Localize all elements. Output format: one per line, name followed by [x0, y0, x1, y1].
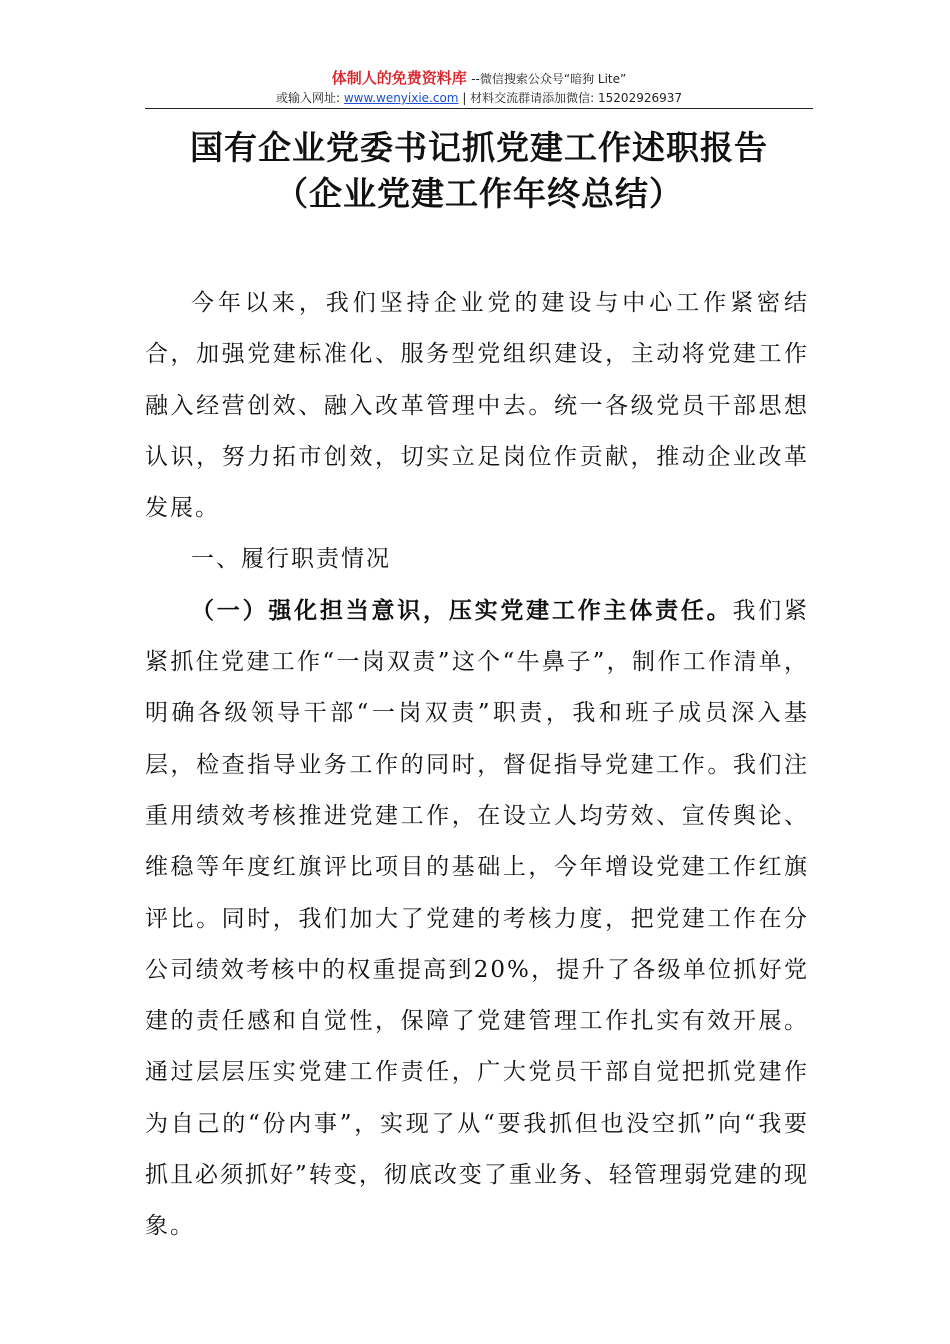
contact-info: | 材料交流群请添加微信: 15202926937 [458, 91, 683, 105]
header-contact-line [145, 89, 813, 107]
header-divider [145, 108, 813, 109]
title-line-1: 国有企业党委书记抓党建工作述职报告 [190, 128, 768, 167]
wechat-note: --微信搜索公众号“暗狗 Lite” [471, 72, 627, 86]
document-title [120, 125, 838, 217]
intro-paragraph: 今年以来，我们坚持企业党的建设与中心工作紧密结合，加强党建标准化、服务型党组织建设，主动将党建工作融入经营创效、融入改革管理中去。统一各级党员干部思想认识，努力拓市创效，切实立足岗位作贡献，推动企业改革发展。 [145, 290, 809, 522]
subsection-heading: （一）强化担当意识，压实党建工作主体责任。 [191, 597, 733, 624]
url-label: 或输入网址: [275, 91, 344, 105]
website-link[interactable]: www.wenyixie.com [343, 91, 459, 105]
subsection-paragraph [145, 586, 809, 1253]
document-body [145, 278, 809, 1253]
header-brand-line [145, 68, 813, 89]
title-line-2: （企业党建工作年终总结） [275, 174, 683, 213]
section-heading: 一、履行职责情况 [191, 546, 391, 573]
brand-name: 体制人的免费资料库 [331, 69, 467, 87]
subsection-body: 我们紧紧抓住党建工作“一岗双责”这个“牛鼻子”，制作工作清单，明确各级领导干部“一岗双责”职责，我和班子成员深入基层，检查指导业务工作的同时，督促指导党建工作。我们注重用绩效考核推进党建工作，在设立人均劳效、宣传舆论、维稳等年度红旗评比项目的基础上，今年增设党建工作红旗评比。同时，我们加大了党建的考核力度，把党建工作在分公司绩效考核中的权重提高到20%，提升了各级单位抓好党建的责任感和自觉性，保障了党建管理工作扎实有效开展。通过层层压实党建工作责任，广大党员干部自觉把抓党建作为自己的“份内事”，实现了从“要我抓但也没空抓”向“我要抓且必须抓好”转变，彻底改变了重业务、轻管理弱党建的现象。 [145, 597, 810, 1240]
page-header [145, 68, 813, 107]
